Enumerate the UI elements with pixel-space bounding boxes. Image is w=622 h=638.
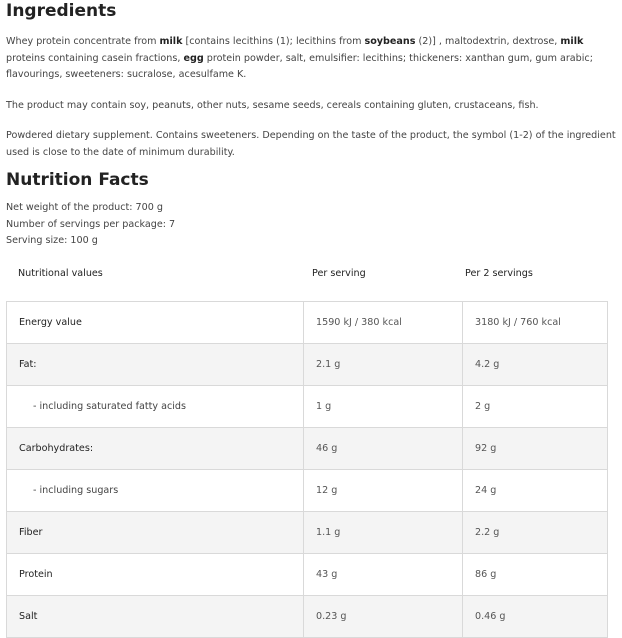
- column-header-nutritional-values: Nutritional values: [18, 268, 103, 279]
- ingredient-part: Whey protein concentrate from: [6, 36, 160, 47]
- row-label: Protein: [7, 553, 304, 595]
- per-2-servings-value: 3180 kJ / 760 kcal: [463, 301, 608, 343]
- per-2-servings-value: 0.46 g: [463, 595, 608, 637]
- sub-row-label: - including sugars: [33, 484, 119, 496]
- ingredients-text: [6, 34, 616, 84]
- ingredient-part: (2)] , maltodextrin, dextrose,: [415, 36, 561, 47]
- table-row: [7, 343, 608, 385]
- package-info: [6, 200, 616, 250]
- table-row: [7, 469, 608, 511]
- per-2-servings-value: 4.2 g: [463, 343, 608, 385]
- ingredient-part: proteins containing casein fractions,: [6, 52, 184, 64]
- row-label: Fiber: [7, 511, 304, 553]
- ingredient-part: protein powder, salt, emulsifier: lecithins; thickeners: xanthan gum, gum arabic; flavourings, sweeteners: sucralose, acesulfame K.: [6, 52, 593, 80]
- ingredient-allergen: milk: [560, 36, 584, 47]
- nutrition-table: [6, 301, 608, 638]
- row-label: [7, 385, 304, 427]
- per-serving-value: 46 g: [304, 427, 463, 469]
- per-serving-value: 12 g: [304, 469, 463, 511]
- row-label: Fat:: [7, 343, 304, 385]
- table-row: [7, 511, 608, 553]
- per-serving-value: 1 g: [304, 385, 463, 427]
- table-row: [7, 553, 608, 595]
- per-serving-value: 0.23 g: [304, 595, 463, 637]
- per-2-servings-value: 2.2 g: [463, 511, 608, 553]
- ingredient-allergen: soybeans: [364, 36, 416, 47]
- table-row: [7, 595, 608, 637]
- servings-per-package: Number of servings per package: 7: [6, 218, 176, 230]
- column-header-per-2-servings: Per 2 servings: [465, 268, 533, 279]
- per-serving-value: 1590 kJ / 380 kcal: [304, 301, 463, 343]
- per-serving-value: 2.1 g: [304, 343, 463, 385]
- row-label: Energy value: [7, 301, 304, 343]
- allergen-warning: The product may contain soy, peanuts, other nuts, sesame seeds, cereals containing gluten, crustaceans, fish.: [6, 99, 539, 111]
- ingredient-allergen: egg: [183, 52, 204, 64]
- ingredients-heading: Ingredients: [6, 1, 117, 21]
- per-serving-value: 43 g: [304, 553, 463, 595]
- net-weight: Net weight of the product: 700 g: [6, 202, 164, 213]
- supplement-note: Powdered dietary supplement. Contains sweeteners. Depending on the taste of the product, the symbol (1-2) of the ingredient used is close to the date of minimum durability.: [6, 130, 616, 158]
- nutrition-table-header: [6, 258, 616, 290]
- ingredient-part: [contains lecithins (1); lecithins from: [182, 36, 365, 47]
- row-label: Carbohydrates:: [7, 427, 304, 469]
- per-2-servings-value: 92 g: [463, 427, 608, 469]
- ingredient-allergen: milk: [159, 36, 183, 47]
- table-row: [7, 427, 608, 469]
- row-label: Salt: [7, 595, 304, 637]
- per-serving-value: 1.1 g: [304, 511, 463, 553]
- table-row: [7, 301, 608, 343]
- row-label: [7, 469, 304, 511]
- column-header-per-serving: Per serving: [312, 268, 366, 279]
- per-2-servings-value: 86 g: [463, 553, 608, 595]
- per-2-servings-value: 24 g: [463, 469, 608, 511]
- table-row: [7, 385, 608, 427]
- serving-size: Serving size: 100 g: [6, 235, 98, 246]
- per-2-servings-value: 2 g: [463, 385, 608, 427]
- sub-row-label: - including saturated fatty acids: [33, 400, 187, 412]
- nutrition-heading: Nutrition Facts: [6, 170, 149, 190]
